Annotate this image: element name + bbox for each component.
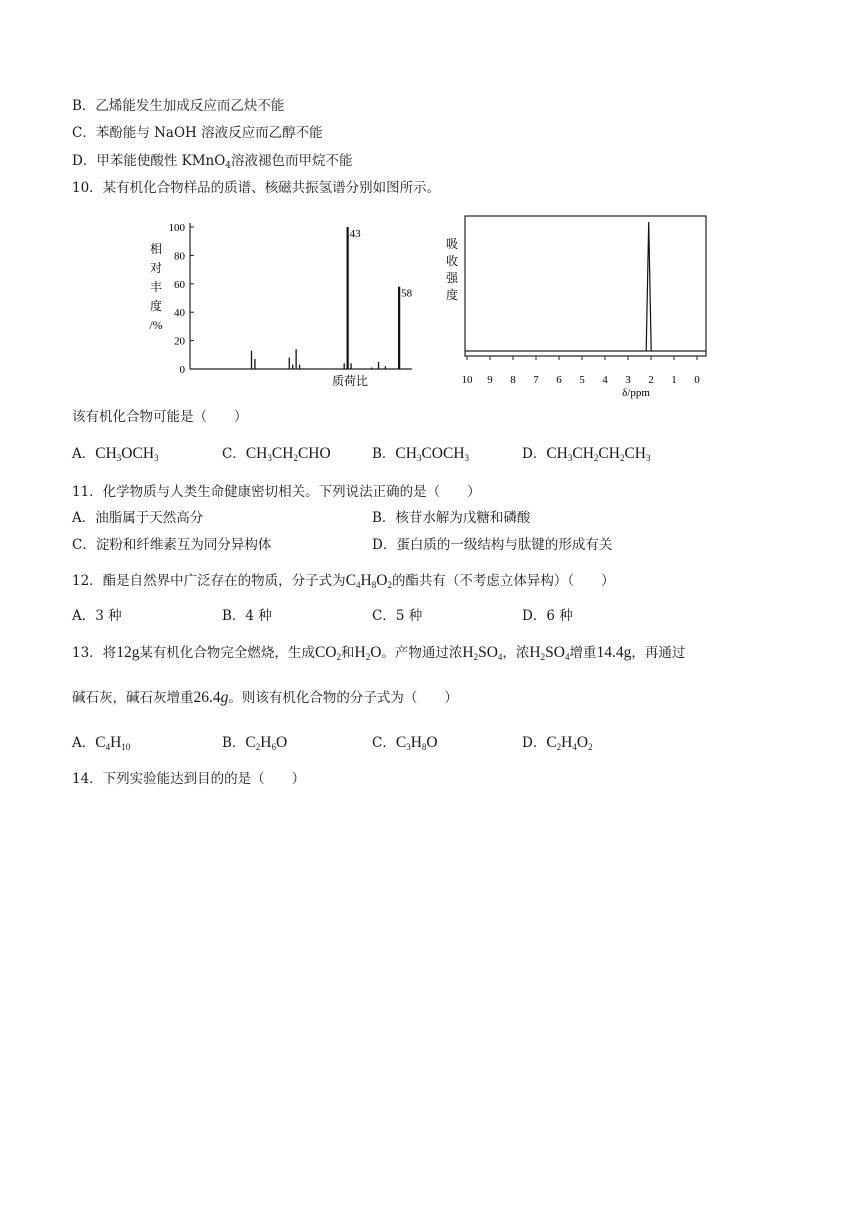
mass-spectrum-ylabel-char: 对 [149, 261, 163, 275]
nmr-spectrum-xtick-label: 5 [579, 374, 585, 386]
formula-subscript: 2 [387, 580, 392, 590]
q12-option-d: D．6 种 [522, 608, 573, 624]
mass-spectrum-peak-label: 58 [401, 287, 413, 300]
formula-subscript: 10 [121, 742, 131, 752]
nmr-spectrum-ylabel [446, 237, 459, 302]
formula-part: O [426, 734, 438, 751]
nmr-spectrum-xtick-label: 0 [694, 374, 700, 386]
q9-option-d-text: D．甲苯能使酸性 KMnO [72, 153, 226, 169]
formula-part: C [546, 734, 557, 751]
mass-spectrum-ytick-label: 80 [174, 250, 185, 263]
mass-spectrum-chart [140, 215, 430, 390]
q10-option-a [72, 446, 159, 462]
q13-text: 13．将 [72, 645, 117, 661]
formula-subscript: 2 [293, 453, 298, 463]
formula-part: O [275, 734, 288, 751]
formula-part: O [376, 572, 388, 589]
mass-spectrum-ytick-label: 60 [174, 278, 185, 291]
formula-part: OCH [121, 445, 155, 462]
formula-part: SO [478, 644, 498, 661]
formula-subscript: 2 [619, 453, 625, 463]
q13-stem-line1 [72, 645, 685, 661]
formula-subscript: 4 [572, 742, 577, 752]
mass-spectrum-ylabel-char: /% [149, 318, 163, 332]
option-label: D． [522, 735, 547, 751]
q11-option-c: C．淀粉和纤维素互为同分异构体 [72, 537, 272, 553]
formula-subscript: 2 [556, 742, 562, 752]
q11-option-d: D．蛋白质的一级结构与肽键的形成有关 [372, 537, 613, 553]
formula-part: SO [545, 644, 565, 661]
mass-spectrum-ylabel-char: 相 [149, 242, 163, 256]
formula-part: CO [314, 644, 337, 661]
formula-part: CH [572, 445, 594, 462]
q13-option-d [522, 735, 593, 751]
q12-option-a: A．3 种 [72, 608, 122, 624]
formula-subscript: 4 [105, 742, 111, 752]
q12-stem-text-2: 的酯共有（不考虑立体异构）（ ） [391, 573, 615, 589]
q13-stem-line2 [72, 690, 458, 706]
q11-option-a: A．油脂属于天然高分 [72, 510, 204, 526]
q10-option-b [372, 446, 469, 462]
q13-text: 某有机化合物完全燃烧，生成 [139, 645, 315, 661]
formula-part: H [260, 734, 272, 751]
nmr-spectrum-xtick-label: 10 [461, 374, 473, 386]
nmr-spectrum-xtick-label: 3 [625, 374, 631, 386]
option-label: D． [522, 446, 547, 462]
q9-option-d-text-2: 溶液褪色而甲烷不能 [231, 153, 353, 169]
q12-option-b: B．4 种 [222, 608, 272, 624]
formula-subscript: 2 [255, 742, 261, 752]
q13-h2o-formula [354, 644, 381, 661]
formula-part: H [529, 644, 541, 661]
q11-option-b: B．核苷水解为戊糖和磷酸 [372, 510, 531, 526]
nmr-spectrum-xtick-label: 4 [602, 374, 608, 386]
q13-mass-co2: 26.4 [193, 689, 221, 706]
q13-text: ，浓 [502, 645, 530, 661]
q13-text: 。产物通过浓 [381, 645, 463, 661]
q13-co2-formula [315, 644, 341, 661]
formula-subscript: 3 [567, 453, 573, 463]
nmr-spectrum-xtick-label: 9 [487, 374, 493, 386]
formula-subscript: 2 [473, 652, 479, 662]
q13-mass-water: 14.4g [596, 644, 632, 661]
nmr-spectrum-ylabel-char: 收 [445, 254, 459, 268]
q13-mass-sample: 12g [116, 644, 140, 661]
nmr-spectrum-peaks [646, 222, 651, 351]
option-formula [245, 734, 287, 751]
option-formula [396, 734, 438, 751]
mass-spectrum-ytick-label: 20 [174, 335, 185, 348]
nmr-spectrum-ylabel-char: 吸 [445, 237, 459, 251]
option-label: C． [222, 446, 246, 462]
option-formula [546, 445, 650, 462]
formula-part: H [110, 734, 122, 751]
nmr-spectrum-peak [646, 222, 651, 351]
formula-part: H [561, 734, 573, 751]
option-label: B． [222, 735, 246, 751]
q13-mass-unit: g [220, 689, 229, 706]
q9-option-b: B．乙烯能发生加成反应而乙炔不能 [72, 98, 285, 114]
formula-part: C [245, 734, 256, 751]
q9-option-d-subscript: 4 [225, 161, 232, 171]
formula-subscript: 4 [564, 652, 570, 662]
formula-subscript: 3 [267, 453, 272, 463]
q13-text: 增重 [569, 645, 597, 661]
nmr-spectrum-xtick-label: 6 [556, 374, 562, 386]
formula-subscript: 2 [365, 652, 371, 662]
formula-subscript: 2 [540, 652, 546, 662]
option-label: B． [372, 446, 396, 462]
option-label: A． [72, 735, 96, 751]
formula-subscript: 3 [406, 742, 411, 752]
formula-subscript: 6 [271, 742, 276, 752]
formula-subscript: 3 [116, 453, 122, 463]
formula-subscript: 4 [356, 580, 361, 590]
q10-question: 该有机化合物可能是（ ） [72, 409, 248, 425]
nmr-spectrum-xtick-label: 7 [533, 374, 539, 386]
formula-part: CHO [297, 445, 331, 462]
formula-part: C [395, 734, 407, 751]
formula-part: H [360, 572, 372, 589]
q14-stem: 14．下列实验能达到目的的是（ ） [72, 771, 306, 787]
mass-spectrum-peak-label: 43 [349, 228, 361, 240]
q12-formula [346, 572, 392, 589]
option-formula [546, 734, 592, 751]
nmr-spectrum-xtick-label: 2 [648, 374, 654, 386]
q10-stem: 10．某有机化合物样品的质谱、核磁共振氢谱分别如图所示。 [72, 180, 441, 196]
option-label: A． [72, 446, 96, 462]
option-formula [95, 445, 158, 462]
q10-option-d [522, 446, 651, 462]
formula-part: CH [245, 445, 268, 462]
formula-subscript: 3 [464, 453, 470, 463]
mass-spectrum-ytick-label: 0 [179, 364, 185, 376]
formula-subscript: 4 [497, 652, 503, 662]
mass-spectrum-xlabel: 质荷比 [331, 374, 369, 388]
mass-spectrum-ytick-label: 100 [168, 222, 185, 234]
nmr-spectrum-ylabel-char: 度 [445, 288, 459, 302]
formula-subscript: 3 [646, 453, 651, 463]
nmr-spectrum-frame [465, 216, 706, 356]
formula-subscript: 3 [154, 453, 159, 463]
mass-spectrum-ytick-label: 40 [174, 307, 185, 320]
mass-spectrum-peaks [252, 227, 413, 369]
mass-spectrum-ylabel-char: 丰 [149, 280, 163, 294]
q13-option-b [222, 735, 287, 751]
nmr-spectrum-xtick-label: 1 [671, 374, 677, 386]
q12-stem [72, 573, 615, 589]
formula-subscript: 2 [593, 453, 599, 463]
nmr-spectrum-xticks [462, 356, 701, 386]
formula-subscript: 8 [371, 580, 377, 590]
mass-spectrum-ylabel-char: 度 [149, 299, 163, 313]
nmr-spectrum-ylabel-char: 强 [445, 271, 459, 285]
q12-option-c: C．5 种 [372, 608, 423, 624]
nmr-spectrum-xtick-label: 8 [510, 374, 516, 386]
formula-part: H [462, 644, 474, 661]
q13-text: 。则该有机化合物的分子式为（ ） [228, 690, 458, 706]
formula-part: CH [624, 445, 647, 462]
q10-option-c [222, 446, 331, 462]
mass-spectrum-ylabel [149, 241, 162, 332]
option-formula [95, 734, 130, 751]
q13-h2so4-formula [462, 644, 502, 661]
formula-part: CH [95, 445, 117, 462]
formula-subscript: 8 [421, 742, 427, 752]
q9-option-d [72, 155, 353, 169]
formula-part: CH [395, 445, 417, 462]
formula-part: COCH [421, 445, 465, 462]
q13-option-a [72, 735, 130, 751]
formula-subscript: 2 [588, 742, 593, 752]
option-formula [395, 445, 469, 462]
q13-text: 和 [340, 645, 355, 661]
formula-part: C [345, 572, 357, 589]
formula-subscript: 2 [336, 652, 341, 662]
nmr-spectrum-xlabel: δ/ppm [622, 387, 650, 399]
formula-part: C [95, 734, 106, 751]
formula-part: O [370, 644, 382, 661]
option-label: C． [372, 735, 396, 751]
formula-part: H [410, 734, 422, 751]
q9-option-c: C．苯酚能与 NaOH 溶液反应而乙醇不能 [72, 125, 323, 141]
formula-part: H [354, 644, 366, 661]
q13-option-c [372, 735, 438, 751]
formula-part: O [576, 734, 589, 751]
q13-text: ，再通过 [631, 645, 686, 661]
q13-text: 碱石灰，碱石灰增重 [72, 690, 194, 706]
formula-subscript: 3 [416, 453, 422, 463]
nmr-spectrum-chart [440, 212, 718, 402]
q13-h2so4-formula [529, 644, 569, 661]
option-formula [246, 445, 331, 462]
formula-part: CH [271, 445, 294, 462]
q11-stem: 11．化学物质与人类生命健康密切相关。下列说法正确的是（ ） [72, 484, 481, 500]
formula-part: CH [598, 445, 620, 462]
formula-part: CH [546, 445, 568, 462]
q12-stem-text: 12．酯是自然界中广泛存在的物质，分子式为 [72, 573, 346, 589]
